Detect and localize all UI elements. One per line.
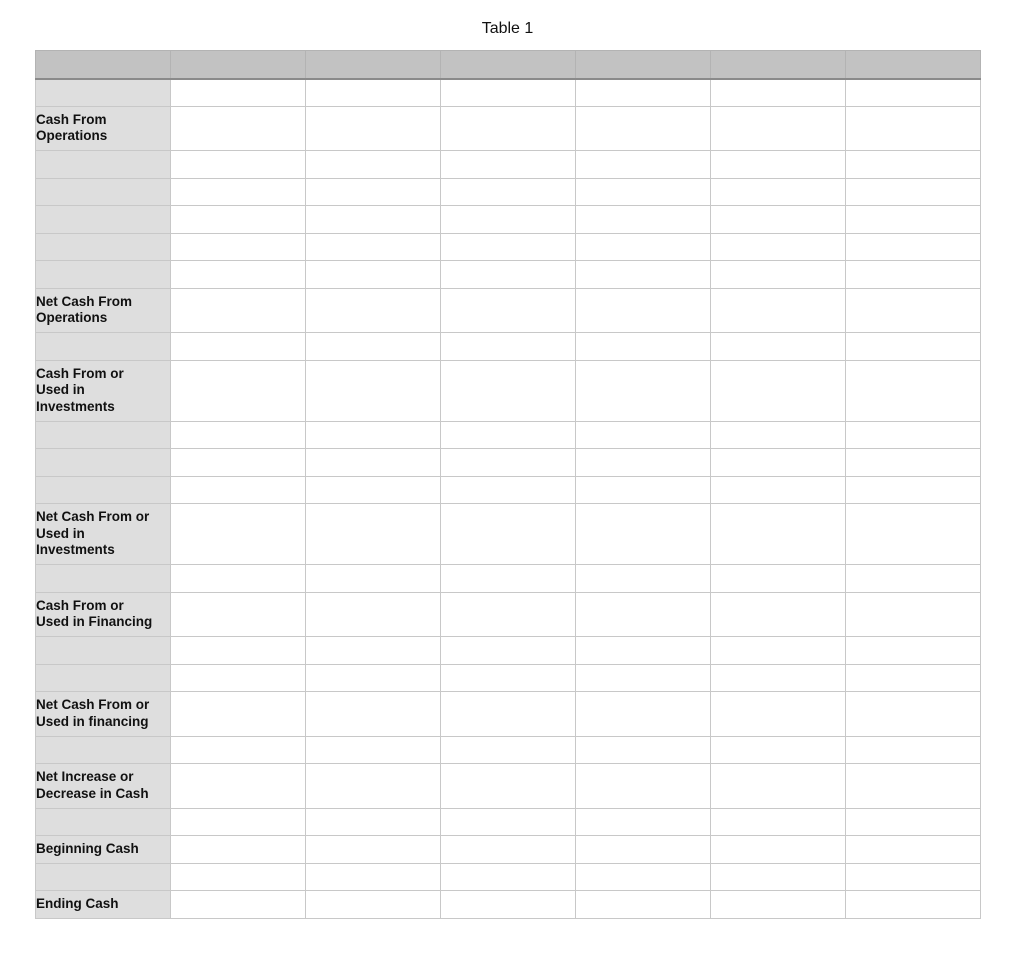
row-label-cell[interactable] (36, 178, 171, 206)
table-cell[interactable] (711, 836, 846, 864)
row-label-cell[interactable] (36, 664, 171, 692)
row-label-cell[interactable]: Net Cash From Operations (36, 288, 171, 333)
table-cell[interactable] (306, 504, 441, 565)
table-cell[interactable] (441, 288, 576, 333)
table-cell[interactable] (306, 736, 441, 764)
table-cell[interactable] (171, 836, 306, 864)
table-cell[interactable] (171, 863, 306, 891)
table-cell[interactable] (576, 79, 711, 107)
table-cell[interactable] (711, 476, 846, 504)
table-cell[interactable] (171, 106, 306, 151)
table-cell[interactable] (576, 565, 711, 593)
table-cell[interactable] (846, 421, 981, 449)
table-cell[interactable] (441, 664, 576, 692)
row-label-cell[interactable]: Net Cash From or Used in financing (36, 692, 171, 737)
table-cell[interactable] (846, 178, 981, 206)
table-cell[interactable] (711, 565, 846, 593)
table-row (36, 565, 981, 593)
table-cell[interactable] (711, 106, 846, 151)
table-cell[interactable] (711, 664, 846, 692)
table-cell[interactable] (441, 836, 576, 864)
table-cell[interactable] (576, 421, 711, 449)
table-cell[interactable] (171, 178, 306, 206)
table-cell[interactable] (846, 360, 981, 421)
table-row (36, 592, 981, 637)
header-cell[interactable] (306, 51, 441, 79)
table-cell[interactable] (441, 808, 576, 836)
table-cell[interactable] (306, 891, 441, 919)
table-cell[interactable] (846, 736, 981, 764)
row-label-cell[interactable]: Net Cash From or Used in Investments (36, 504, 171, 565)
table-cell[interactable] (576, 106, 711, 151)
table-cell[interactable] (306, 863, 441, 891)
cash-flow-table (35, 50, 981, 919)
table-cell[interactable] (846, 565, 981, 593)
table-cell[interactable] (576, 206, 711, 234)
table-row (36, 891, 981, 919)
table-cell[interactable] (711, 504, 846, 565)
header-cell[interactable] (846, 51, 981, 79)
table-row (36, 664, 981, 692)
row-label-cell[interactable]: Cash From or Used in Financing (36, 592, 171, 637)
row-label-cell[interactable] (36, 206, 171, 234)
table-cell[interactable] (441, 504, 576, 565)
row-label-cell[interactable] (36, 333, 171, 361)
table-cell[interactable] (846, 288, 981, 333)
table-row (36, 692, 981, 737)
table-cell[interactable] (711, 360, 846, 421)
table-cell[interactable] (711, 764, 846, 809)
table-cell[interactable] (306, 360, 441, 421)
table-cell[interactable] (171, 476, 306, 504)
table-row (36, 360, 981, 421)
row-label-cell[interactable]: Ending Cash (36, 891, 171, 919)
table-cell[interactable] (846, 106, 981, 151)
table-cell[interactable] (306, 592, 441, 637)
table-cell[interactable] (171, 333, 306, 361)
table-cell[interactable] (441, 178, 576, 206)
table-row (36, 79, 981, 107)
table-cell[interactable] (306, 151, 441, 179)
table-cell[interactable] (576, 151, 711, 179)
row-label-cell[interactable] (36, 476, 171, 504)
table-row (36, 449, 981, 477)
header-cell[interactable] (711, 51, 846, 79)
table-row (36, 233, 981, 261)
table-cell[interactable] (576, 288, 711, 333)
table-cell[interactable] (171, 592, 306, 637)
table-cell[interactable] (306, 692, 441, 737)
table-cell[interactable] (441, 421, 576, 449)
table-cell[interactable] (171, 360, 306, 421)
table-row (36, 206, 981, 234)
table-cell[interactable] (711, 592, 846, 637)
table-cell[interactable] (576, 736, 711, 764)
table-cell[interactable] (171, 764, 306, 809)
table-cell[interactable] (171, 233, 306, 261)
table-row (36, 836, 981, 864)
table-cell[interactable] (441, 233, 576, 261)
table-cell[interactable] (441, 261, 576, 289)
table-cell[interactable] (576, 836, 711, 864)
table-cell[interactable] (306, 261, 441, 289)
table-cell[interactable] (171, 79, 306, 107)
table-cell[interactable] (711, 736, 846, 764)
table-cell[interactable] (171, 565, 306, 593)
table-cell[interactable] (711, 261, 846, 289)
table-cell[interactable] (441, 476, 576, 504)
table-cell[interactable] (576, 692, 711, 737)
table-cell[interactable] (171, 504, 306, 565)
row-label-cell[interactable]: Cash From or Used in Investments (36, 360, 171, 421)
table-cell[interactable] (576, 476, 711, 504)
table-cell[interactable] (441, 206, 576, 234)
table-cell[interactable] (846, 233, 981, 261)
table-title: Table 1 (481, 20, 534, 37)
table-cell[interactable] (576, 637, 711, 665)
row-label-cell[interactable]: Beginning Cash (36, 836, 171, 864)
header-cell-label-column[interactable] (36, 51, 171, 79)
table-header-row (36, 51, 981, 79)
table-cell[interactable] (846, 808, 981, 836)
table-cell[interactable] (846, 836, 981, 864)
table-cell[interactable] (846, 692, 981, 737)
table-cell[interactable] (846, 891, 981, 919)
table-cell[interactable] (711, 79, 846, 107)
table-cell[interactable] (576, 360, 711, 421)
table-row (36, 504, 981, 565)
table-cell[interactable] (846, 476, 981, 504)
table-cell[interactable] (171, 808, 306, 836)
table-row (36, 637, 981, 665)
row-label-cell[interactable]: Cash From Operations (36, 106, 171, 151)
row-label-cell[interactable] (36, 79, 171, 107)
table-cell[interactable] (441, 79, 576, 107)
table-cell[interactable] (171, 637, 306, 665)
table-cell[interactable] (306, 637, 441, 665)
table-row (36, 261, 981, 289)
row-label-cell[interactable] (36, 151, 171, 179)
table-cell[interactable] (441, 106, 576, 151)
table-row (36, 476, 981, 504)
table-cell[interactable] (441, 692, 576, 737)
table-cell[interactable] (171, 664, 306, 692)
table-cell[interactable] (171, 421, 306, 449)
table-cell[interactable] (306, 664, 441, 692)
table-cell[interactable] (576, 664, 711, 692)
table-cell[interactable] (441, 151, 576, 179)
table-cell[interactable] (846, 79, 981, 107)
table-cell[interactable] (846, 151, 981, 179)
row-label-cell[interactable] (36, 421, 171, 449)
table-cell[interactable] (846, 764, 981, 809)
table-cell[interactable] (846, 449, 981, 477)
table-cell[interactable] (306, 178, 441, 206)
table-cell[interactable] (441, 360, 576, 421)
table-cell[interactable] (846, 504, 981, 565)
row-label-cell[interactable] (36, 261, 171, 289)
table-cell[interactable] (846, 206, 981, 234)
table-cell[interactable] (576, 178, 711, 206)
table-cell[interactable] (711, 151, 846, 179)
table-cell[interactable] (576, 333, 711, 361)
table-cell[interactable] (306, 333, 441, 361)
table-row (36, 178, 981, 206)
table-row (36, 863, 981, 891)
header-cell[interactable] (576, 51, 711, 79)
table-cell[interactable] (306, 476, 441, 504)
table-cell[interactable] (576, 261, 711, 289)
table-cell[interactable] (306, 836, 441, 864)
table-cell[interactable] (441, 449, 576, 477)
table-cell[interactable] (306, 808, 441, 836)
row-label-cell[interactable] (36, 808, 171, 836)
table-cell[interactable] (306, 288, 441, 333)
table-row (36, 333, 981, 361)
table-cell[interactable] (711, 863, 846, 891)
table-cell[interactable] (711, 692, 846, 737)
table-cell[interactable] (846, 261, 981, 289)
row-label-cell[interactable] (36, 863, 171, 891)
row-label-cell[interactable]: Net Increase or Decrease in Cash (36, 764, 171, 809)
table-cell[interactable] (441, 333, 576, 361)
table-cell[interactable] (846, 637, 981, 665)
table-cell[interactable] (306, 565, 441, 593)
table-cell[interactable] (441, 592, 576, 637)
table-cell[interactable] (306, 449, 441, 477)
row-label-cell[interactable] (36, 637, 171, 665)
table-row (36, 736, 981, 764)
table-cell[interactable] (306, 764, 441, 809)
table-cell[interactable] (441, 863, 576, 891)
table-cell[interactable] (171, 288, 306, 333)
table-cell[interactable] (171, 206, 306, 234)
table-cell[interactable] (846, 664, 981, 692)
table-cell[interactable] (306, 421, 441, 449)
header-cell[interactable] (171, 51, 306, 79)
table-cell[interactable] (846, 592, 981, 637)
table-cell[interactable] (711, 333, 846, 361)
table-cell[interactable] (441, 637, 576, 665)
table-cell[interactable] (441, 565, 576, 593)
table-cell[interactable] (441, 891, 576, 919)
table-cell[interactable] (576, 764, 711, 809)
table-cell[interactable] (576, 504, 711, 565)
header-cell[interactable] (441, 51, 576, 79)
table-cell[interactable] (711, 449, 846, 477)
table-cell[interactable] (306, 233, 441, 261)
table-row (36, 421, 981, 449)
table-cell[interactable] (711, 288, 846, 333)
table-cell[interactable] (576, 891, 711, 919)
table-cell[interactable] (306, 106, 441, 151)
table-cell[interactable] (846, 333, 981, 361)
table-cell[interactable] (306, 79, 441, 107)
table-cell[interactable] (576, 808, 711, 836)
table-cell[interactable] (711, 808, 846, 836)
table-cell[interactable] (171, 736, 306, 764)
table-row (36, 151, 981, 179)
table-cell[interactable] (711, 233, 846, 261)
table-cell[interactable] (711, 891, 846, 919)
table-cell[interactable] (306, 206, 441, 234)
row-label-cell[interactable] (36, 449, 171, 477)
row-label-cell[interactable] (36, 233, 171, 261)
table-cell[interactable] (441, 764, 576, 809)
table-cell[interactable] (576, 592, 711, 637)
row-label-cell[interactable] (36, 565, 171, 593)
table-cell[interactable] (171, 151, 306, 179)
table-cell[interactable] (171, 692, 306, 737)
table-cell[interactable] (576, 863, 711, 891)
table-cell[interactable] (171, 891, 306, 919)
table-cell[interactable] (711, 206, 846, 234)
table-cell[interactable] (711, 178, 846, 206)
table-row (36, 106, 981, 151)
table-cell[interactable] (711, 421, 846, 449)
table-cell[interactable] (576, 449, 711, 477)
table-cell[interactable] (576, 233, 711, 261)
table-cell[interactable] (171, 449, 306, 477)
table-cell[interactable] (846, 863, 981, 891)
table-cell[interactable] (441, 736, 576, 764)
table-row (36, 764, 981, 809)
table-row (36, 808, 981, 836)
table-row (36, 288, 981, 333)
table-cell[interactable] (171, 261, 306, 289)
row-label-cell[interactable] (36, 736, 171, 764)
table-cell[interactable] (711, 637, 846, 665)
